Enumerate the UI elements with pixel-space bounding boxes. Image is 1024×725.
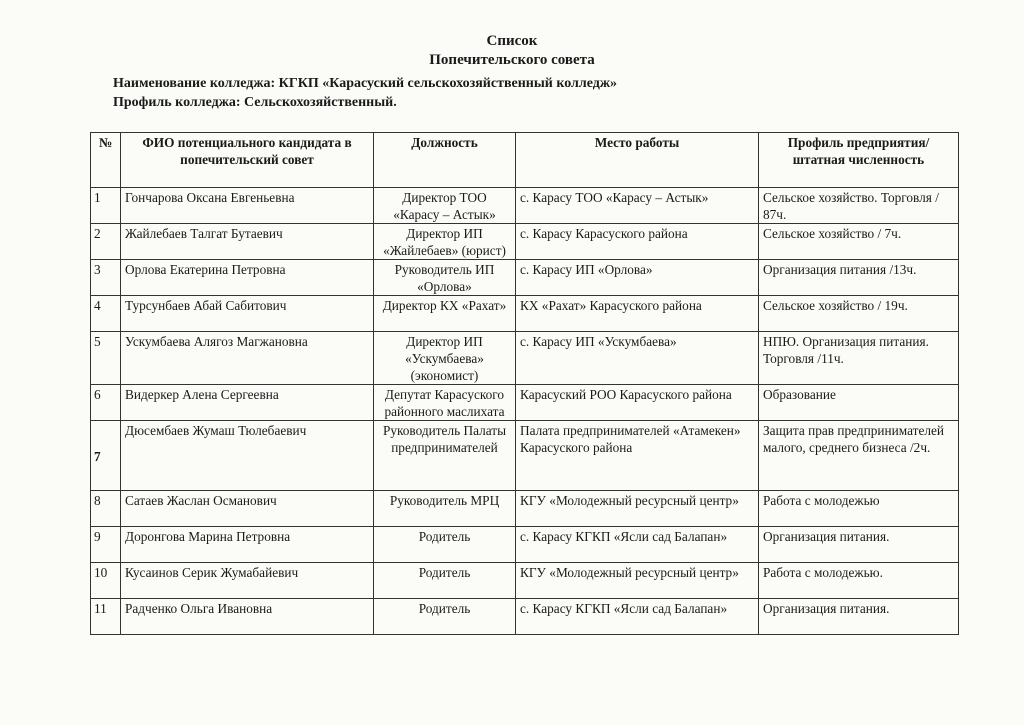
candidate-position: Депутат Карасуского районного маслихата [374, 385, 516, 421]
candidate-position: Родитель [374, 599, 516, 635]
candidate-position: Родитель [374, 527, 516, 563]
board-members-table [90, 132, 959, 635]
table-row [91, 332, 959, 385]
candidate-position: Директор ИП «Ускумбаева» (экономист) [374, 332, 516, 385]
college-name: Наименование колледжа: КГКП «Карасуский сельскохозяйственный колледж» [113, 76, 618, 91]
column-header-profile: Профиль предприятия/штатная численность [759, 133, 959, 188]
enterprise-profile: НПЮ. Организация питания. Торговля /11ч. [759, 332, 959, 385]
college-profile: Профиль колледжа: Сельскохозяйственный. [113, 95, 397, 110]
candidate-workplace: Палата предпринимателей «Атамекен» Карасуского района [516, 421, 759, 491]
table-row [91, 491, 959, 527]
enterprise-profile: Сельское хозяйство / 19ч. [759, 296, 959, 332]
candidate-workplace: КГУ «Молодежный ресурсный центр» [516, 491, 759, 527]
candidate-name: Орлова Екатерина Петровна [121, 260, 374, 296]
table-row [91, 260, 959, 296]
row-number: 4 [91, 296, 121, 332]
candidate-workplace: КГУ «Молодежный ресурсный центр» [516, 563, 759, 599]
enterprise-profile: Организация питания. [759, 599, 959, 635]
enterprise-profile: Сельское хозяйство / 7ч. [759, 224, 959, 260]
candidate-name: Радченко Ольга Ивановна [121, 599, 374, 635]
candidate-name: Жайлебаев Талгат Бутаевич [121, 224, 374, 260]
candidate-position: Руководитель ИП «Орлова» [374, 260, 516, 296]
row-number: 3 [91, 260, 121, 296]
candidate-position: Директор ИП «Жайлебаев» (юрист) [374, 224, 516, 260]
candidate-position: Руководитель Палаты предпринимателей [374, 421, 516, 491]
column-header-number: № [91, 133, 121, 188]
candidate-position: Родитель [374, 563, 516, 599]
candidate-workplace: с. Карасу Карасуского района [516, 224, 759, 260]
column-header-position: Должность [374, 133, 516, 188]
row-number: 7 [91, 421, 121, 491]
candidate-position: Руководитель МРЦ [374, 491, 516, 527]
candidate-position: Директор ТОО «Карасу – Астык» [374, 188, 516, 224]
candidate-name: Доронгова Марина Петровна [121, 527, 374, 563]
candidate-workplace: с. Карасу КГКП «Ясли сад Балапан» [516, 599, 759, 635]
candidate-name: Дюсембаев Жумаш Тюлебаевич [121, 421, 374, 491]
enterprise-profile: Организация питания. [759, 527, 959, 563]
candidate-name: Гончарова Оксана Евгеньевна [121, 188, 374, 224]
document-subtitle: Попечительского совета [429, 52, 595, 68]
candidate-workplace: Карасуский РОО Карасуского района [516, 385, 759, 421]
row-number: 11 [91, 599, 121, 635]
enterprise-profile: Образование [759, 385, 959, 421]
table-row [91, 421, 959, 491]
column-header-name: ФИО потенциального кандидата в попечительский совет [121, 133, 374, 188]
column-header-workplace: Место работы [516, 133, 759, 188]
table-row [91, 296, 959, 332]
candidate-name: Кусаинов Серик Жумабайевич [121, 563, 374, 599]
candidate-name: Ускумбаева Алягоз Магжановна [121, 332, 374, 385]
table-row [91, 188, 959, 224]
document-title: Список [486, 33, 538, 49]
candidate-workplace: с. Карасу ТОО «Карасу – Астык» [516, 188, 759, 224]
row-number: 5 [91, 332, 121, 385]
table-row [91, 563, 959, 599]
table-header-row [91, 133, 959, 188]
candidate-name: Видеркер Алена Сергеевна [121, 385, 374, 421]
row-number: 6 [91, 385, 121, 421]
table-row [91, 385, 959, 421]
enterprise-profile: Работа с молодежью. [759, 563, 959, 599]
row-number: 10 [91, 563, 121, 599]
row-number: 1 [91, 188, 121, 224]
candidate-name: Сатаев Жаслан Османович [121, 491, 374, 527]
table-row [91, 599, 959, 635]
table-row [91, 224, 959, 260]
candidate-workplace: с. Карасу ИП «Ускумбаева» [516, 332, 759, 385]
enterprise-profile: Сельское хозяйство. Торговля / 87ч. [759, 188, 959, 224]
row-number: 2 [91, 224, 121, 260]
row-number: 9 [91, 527, 121, 563]
candidate-name: Турсунбаев Абай Сабитович [121, 296, 374, 332]
candidate-workplace: КХ «Рахат» Карасуского района [516, 296, 759, 332]
candidate-position: Директор КХ «Рахат» [374, 296, 516, 332]
enterprise-profile: Защита прав предпринимателей малого, среднего бизнеса /2ч. [759, 421, 959, 491]
candidate-workplace: с. Карасу КГКП «Ясли сад Балапан» [516, 527, 759, 563]
row-number: 8 [91, 491, 121, 527]
enterprise-profile: Работа с молодежью [759, 491, 959, 527]
table-row [91, 527, 959, 563]
candidate-workplace: с. Карасу ИП «Орлова» [516, 260, 759, 296]
enterprise-profile: Организация питания /13ч. [759, 260, 959, 296]
